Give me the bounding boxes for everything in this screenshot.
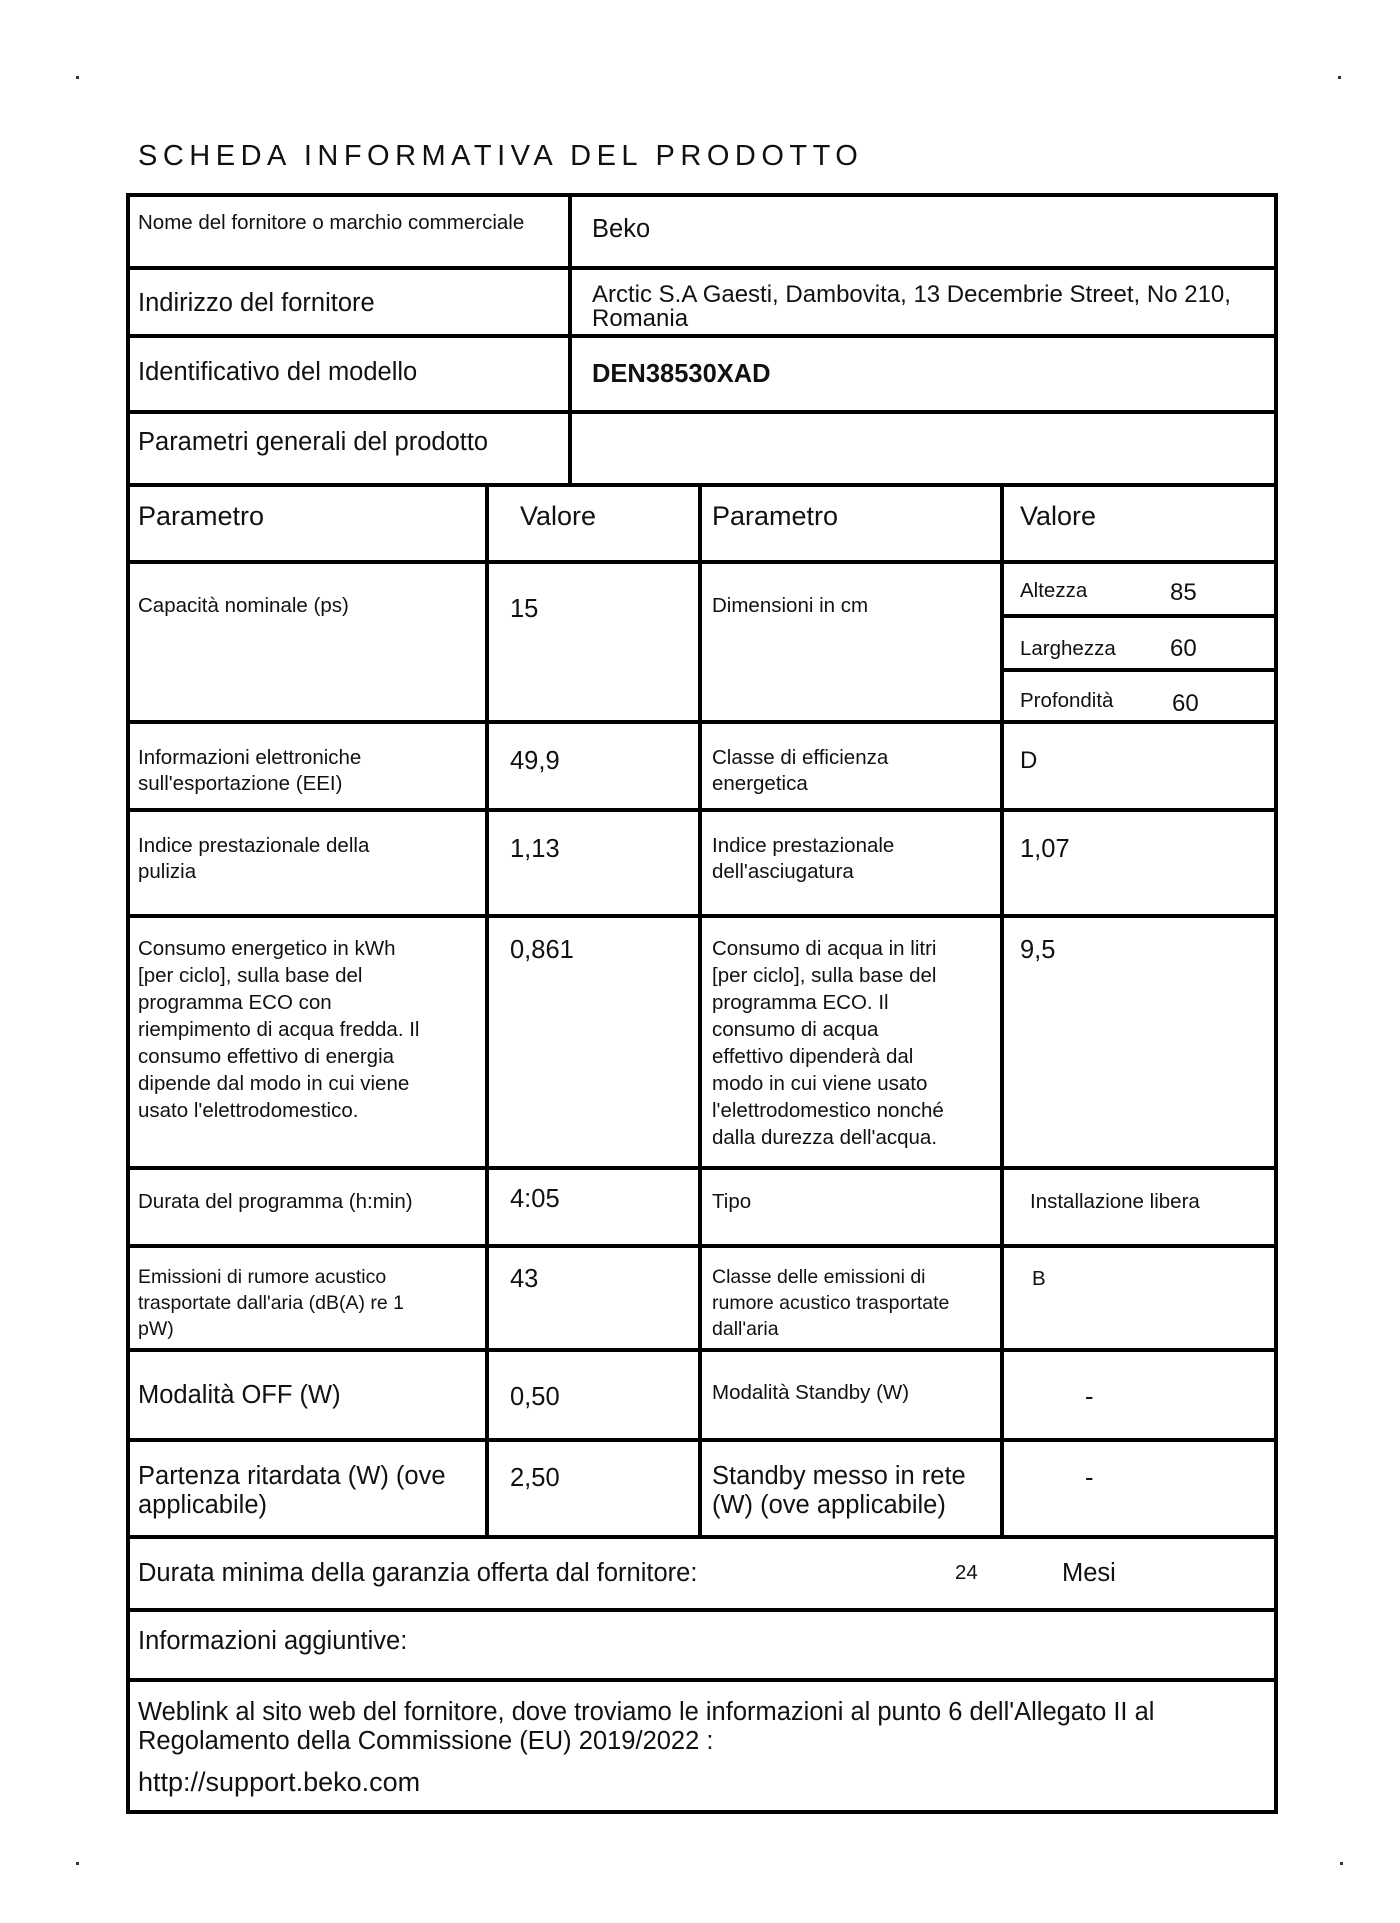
eei-value: 49,9	[510, 747, 560, 775]
noise-emission-value: 43	[510, 1265, 539, 1293]
additional-info-label: Informazioni aggiuntive:	[138, 1627, 408, 1655]
supplier-name-label: Nome del fornitore o marchio commerciale	[138, 211, 525, 234]
warranty-label: Durata minima della garanzia offerta dal fornitore:	[138, 1559, 698, 1587]
corner-mark	[1340, 1862, 1343, 1865]
standby-mode-label: Modalità Standby (W)	[712, 1381, 910, 1404]
height-value: 85	[1170, 579, 1197, 606]
supplier-address-value: Arctic S.A Gaesti, Dambovita, 13 Decembrie Street, No 210, Romania	[592, 281, 1231, 332]
noise-class-label: Classe delle emissioni di rumore acustico trasportate dall'aria	[712, 1266, 950, 1340]
warranty-value: 24	[955, 1561, 978, 1584]
standby-mode-value: -	[1085, 1383, 1094, 1411]
energy-class-label: Classe di efficienza energetica	[712, 746, 889, 795]
general-params-label: Parametri generali del prodotto	[138, 428, 489, 456]
header-param-1: Parametro	[138, 501, 265, 531]
model-label: Identificativo del modello	[138, 358, 418, 386]
noise-emission-label: Emissioni di rumore acustico trasportate dall'aria (dB(A) re 1 pW)	[138, 1266, 405, 1340]
drying-index-label: Indice prestazionale dell'asciugatura	[712, 834, 895, 883]
off-mode-label: Modalità OFF (W)	[138, 1381, 341, 1409]
water-consumption-label: Consumo di acqua in litri [per ciclo], sulla base del programma ECO. Il consumo di acqua effettivo dipenderà dal modo in cui viene usato l'elettrodomestico nonché dalla durezza dell'acqua.	[712, 937, 944, 1149]
warranty-unit: Mesi	[1062, 1559, 1116, 1587]
energy-consumption-label: Consumo energetico in kWh [per ciclo], sulla base del programma ECO con riempimento di acqua fredda. Il consumo effettivo di energia dipende dal modo in cui viene usato l'elettrodomestico.	[138, 937, 420, 1122]
noise-class-value: B	[1032, 1267, 1046, 1290]
water-consumption-value: 9,5	[1020, 936, 1056, 964]
supplier-name-value: Beko	[592, 215, 651, 243]
eei-label: Informazioni elettroniche sull'esportazione (EEI)	[138, 746, 362, 795]
weblink-url[interactable]: http://support.beko.com	[138, 1767, 421, 1797]
cleaning-index-label: Indice prestazionale della pulizia	[138, 834, 370, 883]
corner-mark	[76, 1862, 79, 1865]
drying-index-value: 1,07	[1020, 835, 1070, 863]
depth-value: 60	[1172, 690, 1199, 717]
capacity-value: 15	[510, 595, 539, 623]
cleaning-index-value: 1,13	[510, 835, 560, 863]
depth-label: Profondità	[1020, 689, 1114, 712]
energy-consumption-value: 0,861	[510, 936, 574, 964]
networked-standby-label: Standby messo in rete (W) (ove applicabile)	[712, 1462, 966, 1519]
energy-class-value: D	[1020, 747, 1038, 774]
height-label: Altezza	[1020, 579, 1088, 602]
width-value: 60	[1170, 635, 1197, 662]
type-value: Installazione libera	[1030, 1190, 1200, 1213]
header-param-2: Parametro	[712, 501, 839, 531]
header-value-1: Valore	[520, 501, 597, 531]
supplier-address-label: Indirizzo del fornitore	[138, 289, 375, 317]
program-duration-label: Durata del programma (h:min)	[138, 1190, 413, 1213]
width-label: Larghezza	[1020, 637, 1116, 660]
delay-start-label: Partenza ritardata (W) (ove applicabile)	[138, 1462, 446, 1519]
header-value-2: Valore	[1020, 501, 1097, 531]
off-mode-value: 0,50	[510, 1383, 560, 1411]
dimensions-label: Dimensioni in cm	[712, 594, 869, 617]
model-value: DEN38530XAD	[592, 360, 771, 388]
networked-standby-value: -	[1085, 1464, 1094, 1492]
program-duration-value: 4:05	[510, 1185, 560, 1213]
weblink-text: Weblink al sito web del fornitore, dove troviamo le informazioni al punto 6 dell'Allegato II al Regolamento della Commissione (EU) 2019/2022 :	[138, 1698, 1155, 1755]
corner-mark	[76, 76, 79, 79]
corner-mark	[1338, 76, 1341, 79]
delay-start-value: 2,50	[510, 1464, 560, 1492]
capacity-label: Capacità nominale (ps)	[138, 594, 349, 617]
page-title: SCHEDA INFORMATIVA DEL PRODOTTO	[138, 140, 864, 172]
type-label: Tipo	[712, 1190, 752, 1213]
